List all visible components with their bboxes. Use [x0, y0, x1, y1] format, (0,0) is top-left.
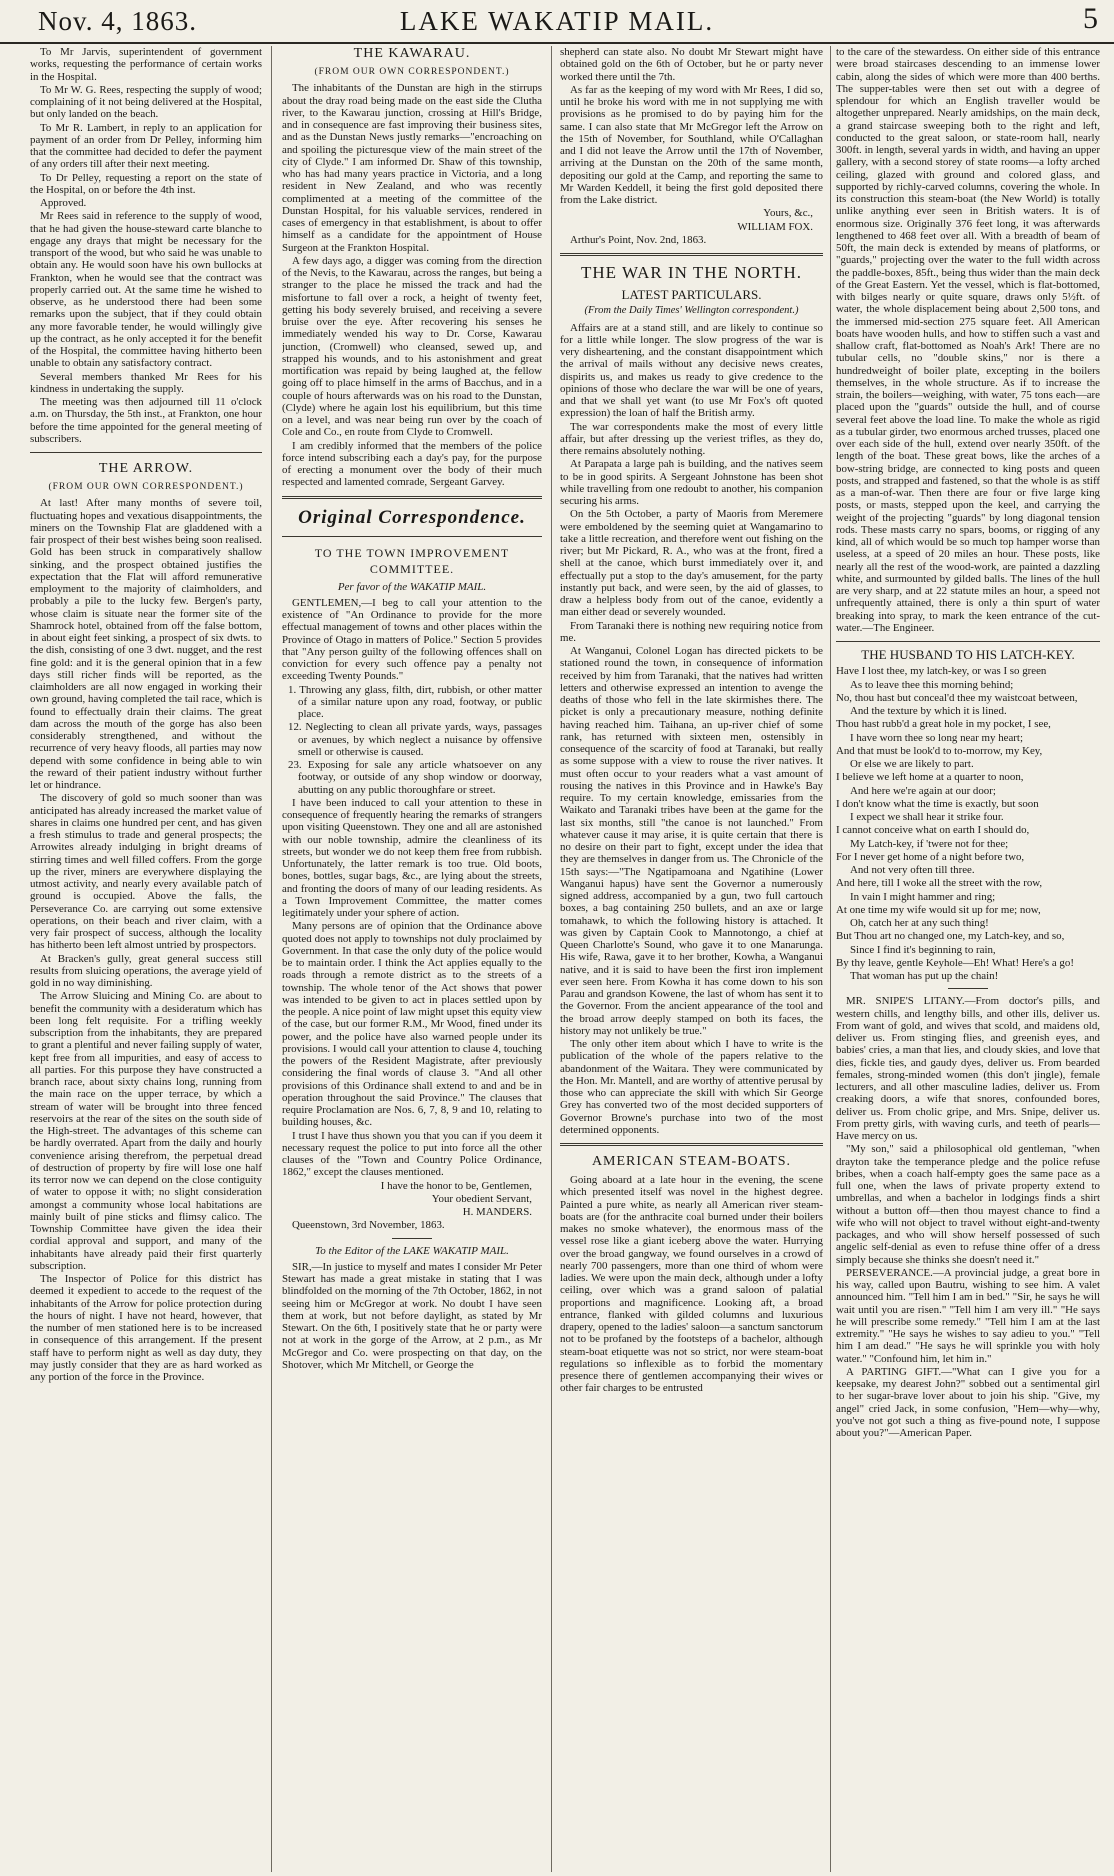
poem-line: And not very often till three.: [850, 864, 975, 876]
poem-line: Or else we are likely to part.: [850, 758, 974, 770]
poem-line: No, thou hast but conceal'd thee my waistcoat between,: [836, 691, 1078, 704]
paragraph: shepherd can state also. No doubt Mr Stewart might have obtained gold on the 6th of October, but he or party never worked there until the 7th.: [560, 46, 823, 83]
letter-date: Queenstown, 3rd November, 1863.: [292, 1219, 445, 1232]
paragraph: Several members thanked Mr Rees for his kindness in undertaking the supply.: [30, 370, 262, 395]
paragraph: Going aboard at a late hour in the evening, the scene which presented itself was novel in the highest degree. Painted a pure white, as nearly all American river steam-boats are (for the anthracite coal burned under their boilers makes no smoke whatever), the enormous mass of the vessel rose like a giant iceberg above the water. Hurrying over the broad gangway, we found ourselves in a crowd of nearly 700 passengers, more than one third of whom were ladies. We were upon the main deck, although under a lofty ceiling, over which was a grand saloon of palatial proportions and magnificence. Looking aft, a broad entrance, flanked with gilded columns and luxurious drapery, opened to the ladies' saloon—a sanctum sanctorum not to be profaned by the footsteps of a bachelor, although steam-boat etiquette was not so strict, nor were steam-boat regulations so inflexible as to forbid the momentary presence there of gentlemen accompanying their wives or other fair charges to be entrusted: [560, 1174, 823, 1395]
section-divider: [560, 1143, 823, 1146]
list-item: 23. Exposing for sale any article whatsoever on any footway, or outside of any shop window or doorway, abutting on any public thoroughfare or street.: [288, 759, 542, 796]
paragraph: I am credibly informed that the members of the police force intend subscribing each a day's pay, for the purpose of erecting a monument over the body of their much respected and lamented comrade, Sergeant Garvey.: [282, 439, 542, 489]
paragraph: From Taranaki there is nothing new requiring notice from me.: [560, 619, 823, 644]
letter-signature: H. MANDERS.: [462, 1206, 532, 1218]
short-divider: [948, 988, 988, 989]
paragraph: To Dr Pelley, requesting a report on the state of the Hospital, on or before the 4th inst.: [30, 171, 262, 196]
poem-line: And here, till I woke all the street with the row,: [836, 877, 1043, 890]
paragraph: MR. SNIPE'S LITANY.—From doctor's pills, and western chills, and lengthy bills, and other ills, deliver us. From want of gold, and wives that scold, and maidens old, deliver us. From stinging flies, and greenish eyes, and babies' cries, a man that lies, and cloudy skies, and love that dies, fickle ties, and gaudy dyes, deliver us. From bearded females, strong-minded women (this don't jingle), female lecturers, and all other masculine ladies, deliver us. From creaking doors, a wife that snores, confounded bores, deliver us. From cholic gripe, and Mrs. Snipe, deliver us. From pretty girls, with waving curls, and teeth of pearls—Have mercy on us.: [836, 995, 1100, 1142]
letter-closing: I have the honor to be, Gentlemen,: [380, 1179, 532, 1192]
poem-line: For I never get home of a night before two,: [836, 850, 1025, 863]
paragraph: I trust I have thus shown you that you can if you deem it necessary request the police to put into force all the other clauses of the "Town and Country Police Ordinance, 1862," except the clauses mentioned.: [282, 1129, 542, 1179]
section-divider: [836, 641, 1100, 642]
paragraph: To Mr R. Lambert, in reply to an application for payment of an order from Dr Pelley, informing him that the committee had decided to defer the payment of any orders till after their next meeting.: [30, 121, 262, 171]
poem-line: I don't know what the time is exactly, but soon: [836, 797, 1039, 810]
letter-date: Arthur's Point, Nov. 2nd, 1863.: [570, 233, 707, 246]
section-divider: [30, 452, 262, 453]
newspaper-title: LAKE WAKATIP MAIL.: [399, 6, 715, 36]
paragraph: At last! After many months of severe toil, fluctuating hopes and vexatious disappointments, the miners on the Township Flat are gladdened with a fair prospect of their best wishes being soon realised. Gold has been struck in comparatively shallow sinking, and the prospect obtained justifies the expectation that the Flat will afford remunerative employment to the majority of claimholders, and probably a pile to the lucky few. Bergen's party, whose claim is situate near the former site of the Shamrock hotel, obtained from off the false bottom, in about eight feet sinking, a prospect of six dwts. to the dish, consisting of one 3 dwt. nugget, and the rest fine gold: and it is the general opinion that in a few days still richer finds will be reported, as the claimholders are all now engaged in working their own ground, having completed the tail race, which is found to effectually drain their claims. The great dam across the mouth of the gorge has also been considerably strengthened, and without the recurrence of very heavy floods, all parties may now depend with some confidence in being able to win the reward of their patient industry without further let or hindrance.: [30, 497, 262, 791]
paragraph: A PARTING GIFT.—"What can I give you for a keepsake, my dearest John?" sobbed out a sentimental girl to her sugar-brave lover about to join his ship. "Give, my angel" cried Jack, in some confusion, "Hem—why—why, you've not got such a thing as five-pound note, I suppose about you?"—American Paper.: [836, 1365, 1100, 1439]
paragraph: Many persons are of opinion that the Ordinance above quoted does not apply to townships not duly proclaimed by Government. In that case the only duty of the police would be to maintain order. I think the Act applies equally to the roads through a remote district as to the streets of a township. The whole tenor of the Act shows that power was intended to be given to act in places settled upon by the people. A nice point of law might upset this equity view of the case, but our former R.M., Mr Wood, fined under its power, and the police have also warned people under its provisions. I would call your attention to clause 4, touching the powers of the Resident Magistrate, after previously considering the final words of clause 3. "And all other provisions of this Ordinance shall extend to and and be in operation throughout the said Province." The clauses that require Proclamation are Nos. 6, 7, 8, 9 and 10, relating to building houses, &c.: [282, 920, 542, 1129]
list-item: 12. Neglecting to clean all private yards, ways, passages or avenues, by which neglect a nuisance by offensive smell or otherwise is caused.: [288, 721, 542, 758]
kawarau-article: [282, 82, 542, 488]
letter-heading: TO THE TOWN IMPROVEMENT COMMITTEE.: [314, 545, 510, 576]
paragraph: GENTLEMEN,—I beg to call your attention to the existence of "An Ordinance to provide for the more effectual management of towns and other places within the Province of Otago in matters of Police." Section 5 provides that "Any person guilty of the following offences shall on conviction for every such offence pay a penalty not exceeding Twenty Pounds.": [282, 596, 542, 683]
article-heading: THE KAWARAU.: [353, 46, 471, 61]
column-2: [282, 46, 542, 1872]
article-source: (From the Daily Times' Wellington correspondent.): [584, 305, 799, 317]
poem-line: Thou hast rubb'd a great hole in my pocket, I see,: [836, 718, 1051, 731]
column-rule: [271, 46, 272, 1872]
paragraph: As far as the keeping of my word with Mr Rees, I did so, until he broke his word with me in not supplying me with provisions as he promised to do by paying him for the same. I can also state that Mr McGregor left the Arrow on the 15th of November, for Southland, while O'Callaghan and I did not leave the Arrow until the 17th of November, arriving at the Dunstan on the 20th of the same month, depositing our gold at the Camp, and reporting the same to Mr Warden Keddell, it being the first gold deposited there from the Lake district.: [560, 83, 823, 206]
paragraph: The war correspondents make the most of every little affair, but after dressing up the veriest trifles, as they do, there remains absolutely nothing.: [560, 420, 823, 457]
poem-line: I have worn thee so long near my heart;: [850, 731, 1023, 744]
column-4: [836, 46, 1100, 1872]
paragraph: Affairs are at a stand still, and are likely to continue so for a little while longer. The slow progress of the war is very disheartening, and the constant disappointment which the arrival of mails without any decisive news creates, dispirits us, and makes us ready to give credence to the opinions of those who declare the war will be one of years, and that we shall yet want (to use Mr Fox's oft quoted expression) the loan of half the British army.: [560, 321, 823, 420]
paragraph: to the care of the stewardess. On either side of this entrance were broad staircases descending to an immense lower cabin, along the sides of which were more than 400 berths. The supper-tables were then set out with a degree of splendour for which an English traveller would be altogether unprepared. Nearly amidships, on the main deck, a grand staircase sweeping both to the right and left, conducted to the great saloon, or state-room hall, nearly 300ft. in length, several yards in width, and having an upper gallery, with a second storey of state rooms—a lofty arched ceiling, glazed with ground and colored glass, and supported by richly-carved columns, covering the whole. In its construction this steam-boat (the New World) is totally unlike anything ever seen in British waters. It is of enormous size. Originally 376 feet long, it was afterwards lengthened to 468 feet over all. With a breadth of beam of 50ft, the main deck is extended by means of platforms, or "guards," projecting over the water to the full width across the paddle-boxes, 85ft., being thus wider than the main deck of the Great Eastern. Yet the vessel, which is flat-bottomed, with bilges nearly or quite square, draws only 5½ft. of water, the whole displacement being about 2,500 tons, and the immersed mid-section 275 square feet. All American boats have wooden hulls, and how to stiffen such a vast and shallow craft, flat-bottomed as Noah's Ark! There are no tubular cells, no "double skins," nor is there a hundredweight of boiler plate, excepting in the boilers themselves, in the whole structure. As if to increase the strain, the boilers—weighing, with water, 75 tons each—are placed upon the "guards" outside the hull, and of course several feet above the load line. To make the whole as rigid as a tubular girder, two enormous arched trusses, placed one over each side of the hull, extend over nearly 350ft. of the length of the boat. These great bows, like the arches of a bow-string bridge, are connected to king posts and queen posts, and strapped and fastened, so that the whole is as stiff as a man-of-war. Then there are four or five large king posts, or masts, stepped upon the keel, and carrying the weight of the projecting "guards" by long diagonal tension rods. These masts carry no spars, booms, or rigging of any kind, all of which would be so much top hamper worse than useless, at a speed of 20 miles an hour. These posts, like nearly all the rest of the wood-work, are painted a dazzling white, and surmounted by gilded balls. The lines of the hull are very sharp, and at 22 statute miles an hour, a speed not unfrequently attained, there is only a thin spurt of water breaking into spray, to mark the keen entrance of the cut-water.—The Engineer.: [836, 46, 1100, 634]
paragraph: The Inspector of Police for this district has deemed it expedient to accede to the request of the inhabitants of the Arrow for police protection during the hours of night. I have not heard, however, that the number of men stationed here is to be increased in consequence of this arrangement. If the present staff have to perform night as well as day duty, they may justly consider that they are as hard worked as any portion of the force in the Province.: [30, 1273, 262, 1383]
hospital-committee-report: [30, 46, 262, 445]
section-heading: Original Correspondence.: [298, 506, 526, 528]
poem-line: I expect we shall hear it strike four.: [850, 811, 1004, 823]
page-number: 5: [1083, 2, 1098, 35]
poem-line: I cannot conceive what on earth I should do,: [836, 824, 1030, 837]
paragraph: Approved.: [40, 197, 87, 209]
paragraph: The Arrow Sluicing and Mining Co. are about to benefit the community with a desideratum which has been long felt requisite. For a trifling weekly subscription from the inhabitants, they are prepared to grant a plentiful and never failing supply of water, kept free from all impurities, and easy of access to all parties. For this purpose they have constructed a branch race, about sixty chains long, running from the main race on the upper terrace, by which a stream of water will be brought into three fenced reservoirs at the rear of the sites on the south side of the High-street. The advantages of this scheme can be hardly overrated. Apart from the daily and hourly convenience arising therefrom, the perpetual dread of destruction of property by fire will lose one half its terror now we can depend on the close contiguity of water to oppose it with; no slight consideration amongst a community whose local habitations are mainly built of pine sticks and flimsy calico. The Township Committee have given the idea their cordial approval and support, and many of the inhabitants have already paid their first quarterly subscription.: [30, 990, 262, 1272]
list-item: 1. Throwing any glass, filth, dirt, rubbish, or other matter of a similar nature upon any road, footway, or public place.: [288, 683, 542, 720]
paragraph: I have been induced to call your attention to these in consequence of frequently hearing the remarks of strangers upon visiting Queenstown. They one and all are astonished with our noble township, admire the cleanliness of its streets, but wonder we do not keep them free from rubbish. Unfortunately, the latter remark is too true. Old boots, bones, bottles, sugar bags, &c., are lying about the streets, and fronting the doors of many of our leading residents. As a Town Improvement Committee, the matter comes legitimately under your sphere of action.: [282, 796, 542, 919]
column-1: [30, 46, 262, 1872]
section-divider: [560, 253, 823, 256]
poem-line: I believe we left home at a quarter to noon,: [836, 771, 1024, 784]
poem-line: As to leave thee this morning behind;: [850, 678, 1014, 691]
paragraph: At Bracken's gully, great general success still results from sluicing operations, the average yield of gold in no way diminishing.: [30, 952, 262, 989]
paragraph: The meeting was then adjourned till 11 o'clock a.m. on Thursday, the 5th inst., at Frankton, one hour before the time appointed for the general meeting of subscribers.: [30, 396, 262, 445]
paragraph: At Parapata a large pah is building, and the natives seem to be in good spirits. A Sergeant Johnstone has been shot while travelling from one redoubt to another, his companion securing his arms.: [560, 458, 823, 507]
article-subheading: (FROM OUR OWN CORRESPONDENT.): [314, 67, 510, 77]
poem-line: Since I find it's beginning to rain,: [850, 943, 996, 956]
section-divider: [282, 536, 542, 537]
paragraph: The only other item about which I have to write is the publication of the whole of the papers relative to the abandonment of the Waitara. They were communicated by the Hon. Mr. Mantell, and are worthy of attentive perusal by those who can appreciate the skill with which Sir George Grey has converted two of the most decided supporters of Governor Browne's purchase into two of the most determined opponents.: [560, 1038, 823, 1136]
paragraph: At Wanganui, Colonel Logan has directed pickets to be stationed round the town, in consequence of information received by him from Taranaki, that the natives had written letters and otherwise expressed an intention to avenge the deaths of those who fell in the late skirmishes there. The picket is only a precautionary measure, nothing definite having reached him. Taihana, an up-river chief of some rank, has returned with sixteen men, ostensibly in consequence of the scarcity of food at Taranaki, but really as some suppose with a view to rouse the river natives. It must often occur to your readers what a vast amount of rousing the natives in this Province and in Hawke's Bay require. To my certain knowledge, emissaries from the Waikato and Taranaki tribes have been at the game for the last six months, still "the canoe is not launched." From whatever cause it may arise, it is quite certain that there is no desire on their part to fight, except under the idea that they are themselves in danger from us. The Chronicle of the 15th says:—"The Ngatipamoana and Ngatihine (Lower Wanganui hapus) have sent the Governor a numerously signed address, accompanied by a gun, two full cartouch boxes, a bag containing 250 bullets, and an axe or large tomahawk, to which the following history is attached. It was given by Captain Cook to Mannotongo, a chief at Queen Charlotte's Sound, who gave it to one Manarunga. His wife, Rawa, gave it to her brother, Kowha, a Wanganui native, and it is said to have been the first iron implement ever seen here. From Kowha it has come down to his son Parau and grandson Kowene, the last of whom has sent it to the Governor. From the ancient appearance of the tool and the broad arrow deeply stamped on both its faces, the history may not unlikely be true.": [560, 645, 823, 1037]
paragraph: "My son," said a philosophical old gentleman, "when drayton take the temperance pledge and the police refuse bribes, when a coach half-empty goes the same pace as a full one, when the laws of private property extend to umbrellas, and when a bachelor in lodgings finds a shirt without a button off—then thou mayest chance to find a wife who will not object to travel without eight-and-twenty packages, and who will show herself possessed of such angelic self-denial as even to refuse thine offer of a dress simply because she thinks she doesn't need it.": [836, 1143, 1100, 1266]
column-3: [560, 46, 823, 1872]
war-article: [560, 322, 823, 1137]
poem-line: By thy leave, gentle Keyhole—Eh! What! Here's a go!: [836, 956, 1074, 969]
poem-line: My Latch-key, if 'twere not for thee;: [850, 837, 1009, 850]
letter-closing: Your obedient Servant,: [431, 1192, 532, 1205]
town-improvement-letter: [282, 597, 542, 1232]
paragraph: To Mr W. G. Rees, respecting the supply of wood; complaining of it not being delivered at the Hospital, but only landed on the beach.: [30, 83, 262, 121]
article-subheading: (FROM OUR OWN CORRESPONDENT.): [48, 482, 244, 492]
poem-line: And here we're again at our door;: [850, 784, 996, 797]
arrow-article: [30, 497, 262, 1383]
article-heading: AMERICAN STEAM-BOATS.: [591, 1154, 792, 1169]
paragraph: The inhabitants of the Dunstan are high in the stirrups about the dray road being made on the east side the Clutha river, to the Kawarau junction, crossing at Hill's Bridge, and in consequence are fast improving their business sites, and as the Dunstan News justly remarks—"encroaching on and spoiling the picturesque view of the main street of the city of Clyde." I am informed Dr. Shaw of this township, who has had many years practice in Victoria, and a long resident in New Zealand, and who was recently complimented at a meeting of the committee of the Dunstan Hospital, for his valuable services, rendered in cases of emergency in that establishment, is about to offer himself as a candidate for the appointment of House Surgeon at the Frankton Hospital.: [282, 82, 542, 254]
column-rule: [830, 46, 831, 1872]
column-rule: [551, 46, 552, 1872]
letter-subheading: Per favor of the WAKATIP MAIL.: [337, 580, 487, 593]
paragraph: Mr Rees said in reference to the supply of wood, that he had given the house-steward carte blanche to engage any drays that might be necessary for the transport of the wood, but who said he was unable to obtain any. He would soon have his own bullocks at Frankton, when he would see that the contract was properly carried out. At the same time he wished to observe, as he understood there had been some remarks upon the subject, that if they could obtain any more favorable tender, he would willingly give up the contract, as he only accepted it for the benefit of the Hospital, the committee having hitherto been unable to obtain any satisfactory contract.: [30, 210, 262, 370]
letter-heading: To the Editor of the LAKE WAKATIP MAIL.: [315, 1244, 509, 1257]
article-subheading: LATEST PARTICULARS.: [621, 287, 762, 302]
poem-line: Have I lost thee, my latch-key, or was I so green: [836, 665, 1047, 678]
short-divider: [392, 1238, 432, 1239]
poem-title: THE HUSBAND TO HIS LATCH-KEY.: [861, 647, 1075, 662]
section-divider: [282, 496, 542, 499]
paragraph: To Mr Jarvis, superintendent of government works, requesting the performance of certain works in the Hospital.: [30, 46, 262, 83]
poem-line: That woman has put up the chain!: [850, 970, 999, 982]
paragraph: PERSEVERANCE.—A provincial judge, a great bore in his way, called upon Bautru, wishing to see him. A valet announced him. "Tell him I am in bed." "Sir, he says he will wait until you are risen." "Tell him I am very ill." "He says he will prescribe some remedy." "Tell him I am at the last extremity." "He says he wishes to say adieu to you." "Tell him I am dead." "He says he will sprinkle you with holy water." "Confound him, let him in.": [836, 1266, 1100, 1365]
poem-line: At one time my wife would sit up for me; now,: [836, 903, 1041, 916]
poem-line: And the texture by which it is lined.: [850, 705, 1007, 717]
paragraph: On the 5th October, a party of Maoris from Meremere were emboldened by the seeming quiet at Wangamarino to take a little recreation, and therefore went out fishing on the river; but Mr Pickard, R. A., who was at the front, fired a shell at the canoe, which burst immediately over it, and effectually put a stop to the day's amusement, for the party instantly put back, and were seen, by the aid of glasses, to draw a helpless body from out of the canoe, evidently a man either dead or severely wounded.: [560, 508, 823, 619]
issue-date: Nov. 4, 1863.: [38, 6, 197, 36]
article-heading: THE ARROW.: [98, 461, 194, 476]
article-heading: THE WAR IN THE NORTH.: [581, 263, 802, 282]
poem-line: In vain I might hammer and ring;: [850, 890, 996, 903]
paragraph: The discovery of gold so much sooner than was anticipated has already increased the market value of shares in claims one hundred per cent, and has given a fresh stimulus to trade and general prospects; the Arrowites already indulging in bright dreams of stirring times and well filled coffers. From the gorge up the river, miners are everywhere displaying the utmost activity, and nearly every available patch of ground is occupied. Above the falls, the Perseverance Co. are carrying out some extensive operations, on their beach and river claim, with a very fair prospect of success, although the locality has hitherto been left almost untried by prospectors.: [30, 792, 262, 952]
letter-signature: WILLIAM FOX.: [737, 220, 813, 233]
masthead: [0, 0, 1114, 44]
poem: [836, 665, 1100, 982]
letter-closing: Yours, &c.,: [763, 207, 813, 220]
poem-line: And that must be look'd to to-morrow, my Key,: [836, 744, 1043, 757]
poem-line: Oh, catch her at any such thing!: [850, 917, 989, 929]
paragraph: SIR,—In justice to myself and mates I consider Mr Peter Stewart has made a great mistake in stating that I was blindfolded on the morning of the 7th October, 1862, in not seeing him or McGregor at work. No doubt I have seen them at work, but not before daylight, as stated by Mr Stewart. On the 6th, I positively state that he or party were not at work in the gorge of the Arrow, at 2 p.m., as Mr McGregor and Co. were prospecting on that day, on the Shotover, which Mr Mitchell, or George the: [282, 1260, 542, 1371]
poem-line: But Thou art no changed one, my Latch-key, and so,: [836, 930, 1065, 943]
paragraph: A few days ago, a digger was coming from the direction of the Nevis, to the Kawarau, across the ranges, but being a stranger to the place he missed the track and had the misfortune to fall over a rock, a height of twenty feet, getting his body severely bruised, and receiving a severe bruise over the eye. After recovering his senses he immediately wended his way to Dr. Corse, Kawarau junction, (Cromwell) who cleansed, sewed up, and strapped his wounds, and to his astonishment and great mortification was repaid by being laughed at, the fellow going off to place himself in the arms of Bacchus, and in a couple of hours afterwards was on his road to the Dunstan, (Clyde) where he again lost his equilibrium, but this time on a level, and was near being run over by the coach of Cole and Co., en route from Clyde to Cromwell.: [282, 254, 542, 439]
